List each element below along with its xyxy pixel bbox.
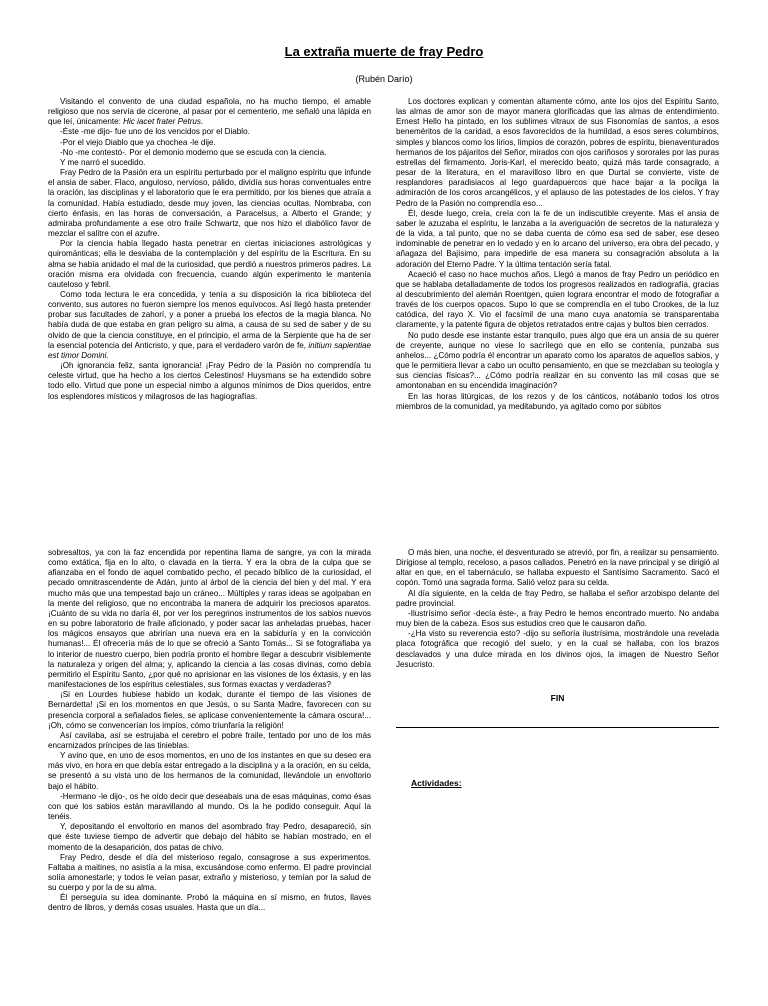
paragraph: No pudo desde ese instante estar tranquilo, pues algo que era un ansia de su querer de creyente, aunque no viese lo sacrílego que en ello se contenía, punzaba sus anhelos... ¿Cómo podría él encontrar un aparato como los aparatos de aquellos sabios, y que le permitiera llevar a cabo un oculto pensamiento, en que se mezclaban su teología y sus ciencias físicas?... ¿Cómo podría realizar en su convento las mil cosas que se amontonaban en su encendida imaginación? bbox=[396, 330, 719, 391]
activities-heading: Actividades: bbox=[411, 778, 462, 788]
paragraph: Visitando el convento de una ciudad española, no ha mucho tiempo, el amable religioso que nos servía de cicerone, al pasar por el cementerio, me señaló una lápida en que leí, únicamente: Hic iacet frater Petrus. bbox=[48, 97, 371, 127]
paragraph: Y, depositando el envoltorio en manos del asombrado fray Pedro, desapareció, sin que éste tuviese tiempo de advertir que debajo del hábito se habían mostrado, en el momento de la desaparición, dos patas de chivo. bbox=[48, 822, 371, 852]
paragraph: Fray Pedro de la Pasión era un espíritu perturbado por el maligno espíritu que infunde el ansia de saber. Flaco, anguloso, nervioso, pálido, dividía sus horas conventuales entre la oración, las disciplinas y el laboratorio que le era permitido, por los bienes que atraía a la comunidad. Había estudiado, desde muy joven, las ciencias ocultas. Nombraba, con cierto énfasis, en las horas de conversación, a Paracelsus, a Alberto el Grande; y admiraba profundamente a ese otro fraile Schwartz, que nos hizo el diabólico favor de mezclar el salitre con el azufre. bbox=[48, 168, 371, 239]
horizontal-divider bbox=[396, 727, 719, 728]
paragraph: -Hermano -le dijo-, os he oído decir que deseabais una de esas máquinas, como ésas con que los sabios están maravillando al mundo. Os la he podido conseguir. Aquí la tenéis. bbox=[48, 791, 371, 822]
column-2 bbox=[396, 97, 719, 449]
document-title: La extraña muerte de fray Pedro bbox=[284, 44, 484, 59]
fin-label: FIN bbox=[550, 693, 565, 703]
paragraph: Como toda lectura le era concedida, y tenía a su disposición la rica biblioteca del convento, sus autores no fueron siempre los menos equívocos. Así llegó hasta pretender probar sus facultades de zahorí, y a poner a prueba los efectos de la magia blanca. No había duda de que estaba en gran peligro su alma, a causa de su sed de saber y de su olvido de que la ciencia constituye, en el principio, el arma de la Serpiente que ha de ser la esencial potencia del Anticristo, y que, para el verdadero varón de fe, initium sapientiae est timor Domini. bbox=[48, 289, 371, 360]
latin-inscription: Hic iacet frater Petrus. bbox=[123, 117, 204, 127]
column-3 bbox=[48, 548, 371, 958]
paragraph: sobresaltos, ya con la faz encendida por repentina llama de sangre, ya con la mirada como extática, fija en lo alto, o clavada en la tierra. Y era la obra de la culpa que se afianzaba en el fondo de aquel combatido pecho, el pecado bíblico de la curiosidad, el pecado omnitrascendente de Adán, junto al árbol de la ciencia del bien y del mal. Y era mucho más que una tempestad bajo un cráneo... Múltiples y raras ideas se agolpaban en la mente del religioso, que no encontraba la manera de adquirir los preciosos aparatos. ¡Cuánto de su vida no daría él, por ver los peregrinos instrumentos de los sabios nuevos en su pobre laboratorio de fraile aficionado, y poder sacar las anheladas pruebas, hacer los mágicos ensayos que abrirían una nueva era en la sabiduría y en la convicción humanas!... Él ofrecería más de lo que se ofreció a Santo Tomás... Si se fotografiaba ya lo interior de nuestro cuerpo, bien podría pronto el hombre llegar a descubrir visiblemente la naturaleza y origen del alma; y, aplicando la ciencia a las cosas divinas, como debía permitirlo el Espíritu Santo, ¿por qué no aprisionar en las visiones de los éxtasis, y en las manifestaciones de los espíritus celestiales, sus formas exactas y verdaderas? bbox=[48, 548, 371, 690]
paragraph: -Éste -me dijo- fue uno de los vencidos por el Diablo. bbox=[60, 127, 250, 137]
paragraph: Así cavilaba, así se estrujaba el cerebro el pobre fraile, tentado por uno de los más encarnizados príncipes de las tinieblas. bbox=[48, 730, 371, 750]
column-4 bbox=[396, 548, 719, 669]
paragraph: En las horas litúrgicas, de los rezos y de los cánticos, notábanlo todos los otros miembros de la comunidad, ya meditabundo, ya agitado como por súbitos bbox=[396, 391, 719, 411]
paragraph: -¿Ha visto su reverencia esto? -dijo su señoría ilustrísima, mostrándole una revelada placa fotográfica que recogió del suelo, y en la cual se hallaba, con los brazos desclavados y una dulce mirada en los divinos ojos, la imagen de Nuestro Señor Jesucristo. bbox=[396, 629, 719, 669]
latin-quote: initium sapientiae est timor Domini. bbox=[48, 340, 371, 360]
paragraph: O más bien, una noche, el desventurado se atrevió, por fin, a realizar su pensamiento. Dirigiose al templo, receloso, a pasos callados. Penetró en la nave principal y se dirigió al altar en que, en el tabernáculo, se hallaba expuesto el Santísimo Sacramento. Sacó el copón. Tomó una sagrada forma. Salió veloz para su celda. bbox=[396, 548, 719, 588]
paragraph: Él, desde luego, creía, creía con la fe de un indiscutible creyente. Mas el ansia de saber le azuzaba el espíritu, le lanzaba a la averiguación de secretos de la naturaleza y de la vida, a tal punto, que no se daba cuenta de cómo esa sed de saber, ese deseo indominable de penetrar en lo vedado y en lo arcano del universo, era obra del pecado, y añagaza del Bajísimo, para impedirle de esa manera su consagración absoluta a la adoración del Eterno Padre. Y la última tentación sería fatal. bbox=[396, 208, 719, 269]
paragraph: Y me narró el sucedido. bbox=[60, 157, 146, 167]
paragraph: -Por el viejo Diablo que ya chochea -le dije. bbox=[60, 137, 216, 147]
paragraph: Acaeció el caso no hace muchos años. Llegó a manos de fray Pedro un periódico en que se hablaba detalladamente de todos los progresos realizados en radiografía, gracias al descubrimiento del alemán Roentgen, quien lograra encontrar el modo de fotografiar a través de los cuerpos opacos. Supo lo que se comprendía en el tubo Crookes, de la luz catódica, del rayo X. Vio el facsímil de una mano cuya anatomía se transparentaba claramente, y la patente figura de objetos retratados entre cajas y bultos bien cerrados. bbox=[396, 269, 719, 330]
paragraph: Fray Pedro, desde el día del misterioso regalo, consagrose a sus experimentos. Faltaba a maitines, no asistía a la misa, excusándose como enfermo. El padre provincial solía amonestarle; y todos le veían pasar, extraño y misterioso, y temían por la salud de su cuerpo y por la de su alma. bbox=[48, 852, 371, 893]
paragraph: ¡Oh ignorancia feliz, santa ignorancia! ¡Fray Pedro de la Pasión no comprendía tu celeste virtud, que ha hecho a los ciertos Celestinos! Huysmans se ha extendido sobre todo ello. Virtud que pone un especial nimbo a algunos mínimos de Dios queridos, entre los esplendores místicos y milagrosos de las hagiografías. bbox=[48, 361, 371, 401]
paragraph: ¡Si en Lourdes hubiese habido un kodak, durante el tiempo de las visiones de Bernardetta! ¡Si en los momentos en que Jesús, o su Santa Madre, favorecen con su presencia corporal a señalados fieles, se aplicase convenientemente la cámara oscura!... ¡Oh, cómo se convencerían los impíos, cómo triunfaría la religión! bbox=[48, 690, 371, 730]
paragraph: -Ilustrísimo señor -decía éste-, a fray Pedro le hemos encontrado muerto. No andaba muy bien de la cabeza. Esos sus estudios creo que le causaron daño. bbox=[396, 608, 719, 629]
paragraph: -No -me contestó-. Por el demonio moderno que se escuda con la ciencia. bbox=[60, 147, 327, 157]
paragraph: Los doctores explican y comentan altamente cómo, ante los ojos del Espíritu Santo, las almas de amor son de mayor manera glorificadas que las almas de entendimiento. Ernest Hello ha pintado, en los sublimes vitraux de sus Fisonomías de santos, a esos beneméritos de la caridad, a esos favorecidos de la humildad, a esos seres columbinos, simples y blancos como los lirios, limpios de corazón, pobres de espíritu, bienaventurados hermanos de los pájaritos del Señor, mirados con ojos cariñosos y sororales por las puras estrellas del firmamento. Joris-Karl, el merecido beato, quizá más tarde consagrado, a pesar de la literatura, en el maravilloso libro en que Durtal se convierte, viste de resplandores paradisiacos al lego guardapuercos que hace bajar a la pocilga la admiración de los coros arcangélicos, y el aplauso de las potestades de los cielos. Y fray Pedro de la Pasión no comprendía eso... bbox=[396, 97, 720, 208]
paragraph: Él perseguía su idea dominante. Probó la máquina en sí mismo, en frutos, llaves dentro de libros, y demás cosas usuales. Hasta que un día... bbox=[48, 893, 371, 913]
paragraph: Y avino que, en uno de esos momentos, en uno de los instantes en que su deseo era más vivo, en hora en que debía estar entregado a la disciplina y a la oración, en su celda, se presentó a su vista uno de los hermanos de la comunidad, llevándole un envoltorio bajo el hábito. bbox=[48, 751, 371, 791]
paragraph: Al día siguiente, en la celda de fray Pedro, se hallaba el señor arzobispo delante del padre provincial. bbox=[396, 588, 719, 608]
column-1 bbox=[48, 97, 371, 447]
document-author: (Rubén Darío) bbox=[355, 74, 413, 84]
paragraph: Por la ciencia había llegado hasta penetrar en ciertas iniciaciones astrológicas y quirománticas; ella le desviaba de la contemplación y del espíritu de la Escritura. En su alma se había anidado el mal de la curiosidad, que perdió a nuestros primeros padres. La oración misma era olvidada con frecuencia, cuando algún experimento le mantenía cauteloso y febril. bbox=[48, 239, 371, 289]
